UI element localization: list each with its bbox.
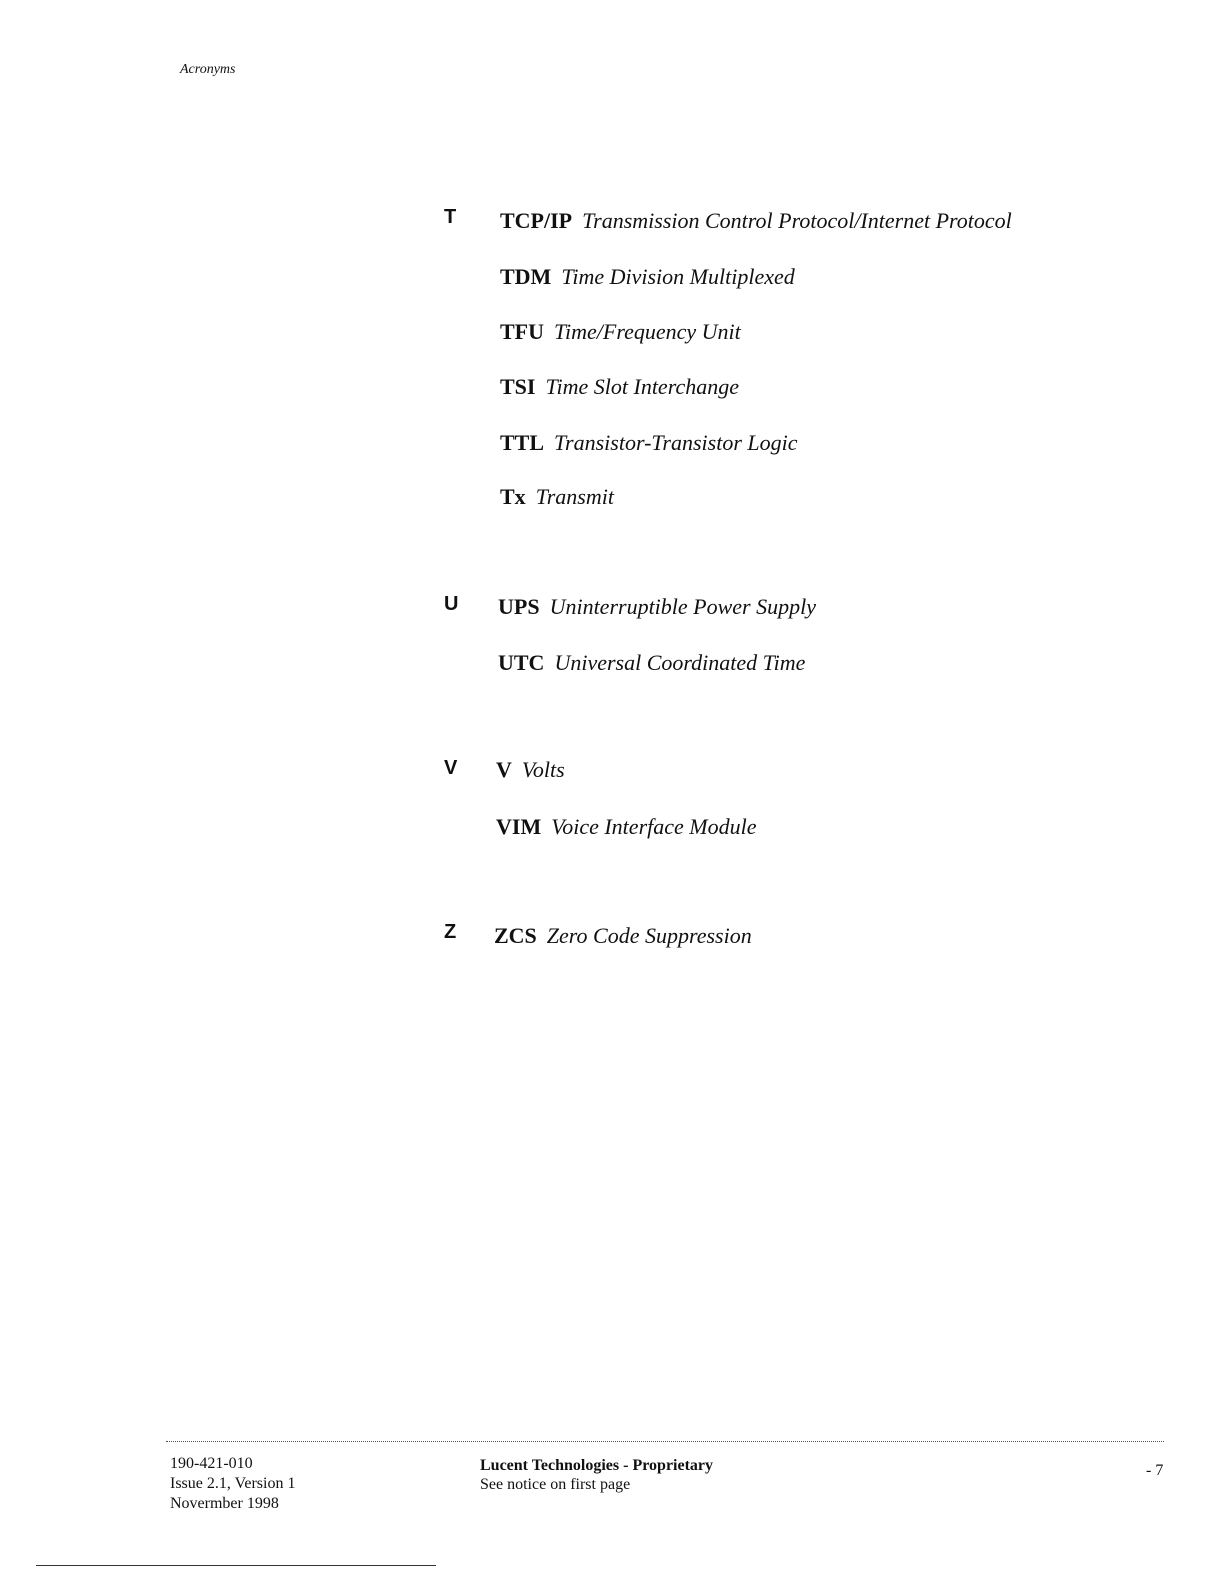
running-header: Acronyms: [180, 62, 236, 77]
acronym-definition: Time Division Multiplexed: [561, 264, 795, 289]
footer-company: Lucent Technologies - Proprietary: [480, 1457, 714, 1474]
group-letter-v: V: [444, 757, 458, 779]
acronym-definition: Transmit: [535, 484, 614, 509]
acronym-definition: Time Slot Interchange: [545, 374, 739, 399]
acronym-abbr: TDM: [500, 264, 552, 289]
footer-date: Novermber 1998: [170, 1495, 279, 1512]
acronym-abbr: VIM: [496, 814, 542, 839]
page-number: - 7: [1146, 1462, 1164, 1479]
acronym-entry: [500, 208, 1012, 234]
group-letter-z: Z: [444, 921, 457, 943]
acronym-abbr: TSI: [500, 374, 536, 399]
footer-doc-info: [170, 1454, 295, 1514]
acronym-abbr: TFU: [500, 319, 544, 344]
footer-divider: [166, 1441, 1164, 1442]
acronym-entry: [498, 594, 816, 620]
acronym-entry: [496, 757, 565, 783]
acronym-entry: [500, 264, 795, 290]
acronym-abbr: UPS: [498, 594, 540, 619]
acronym-abbr: TCP/IP: [500, 208, 573, 233]
acronym-abbr: TTL: [500, 430, 545, 455]
acronym-entry: [500, 374, 739, 400]
acronym-entry: [500, 319, 741, 345]
acronym-definition: Transmission Control Protocol/Internet Protocol: [582, 208, 1012, 233]
footer-notice: See notice on first page: [480, 1476, 631, 1493]
acronym-entry: [496, 814, 756, 840]
acronym-abbr: V: [496, 757, 512, 782]
acronym-definition: Voice Interface Module: [551, 814, 757, 839]
acronym-entry: [494, 923, 752, 949]
acronym-abbr: Tx: [500, 484, 526, 509]
acronym-definition: Universal Coordinated Time: [554, 650, 806, 675]
acronym-abbr: UTC: [498, 650, 545, 675]
group-letter-u: U: [444, 593, 459, 615]
acronym-definition: Volts: [521, 757, 565, 782]
acronym-definition: Zero Code Suppression: [546, 923, 752, 948]
acronym-entry: [500, 430, 798, 456]
acronym-definition: Transistor-Transistor Logic: [554, 430, 798, 455]
acronym-abbr: ZCS: [494, 923, 537, 948]
group-letter-t: T: [444, 206, 457, 228]
acronym-definition: Time/Frequency Unit: [554, 319, 741, 344]
acronym-entry: [498, 650, 805, 676]
bottom-edge-line: [36, 1565, 436, 1566]
acronym-definition: Uninterruptible Power Supply: [549, 594, 816, 619]
footer-proprietary: [480, 1456, 713, 1494]
footer-issue: Issue 2.1, Version 1: [170, 1475, 296, 1492]
footer-doc-number: 190-421-010: [170, 1455, 253, 1472]
acronym-entry: [500, 484, 614, 510]
